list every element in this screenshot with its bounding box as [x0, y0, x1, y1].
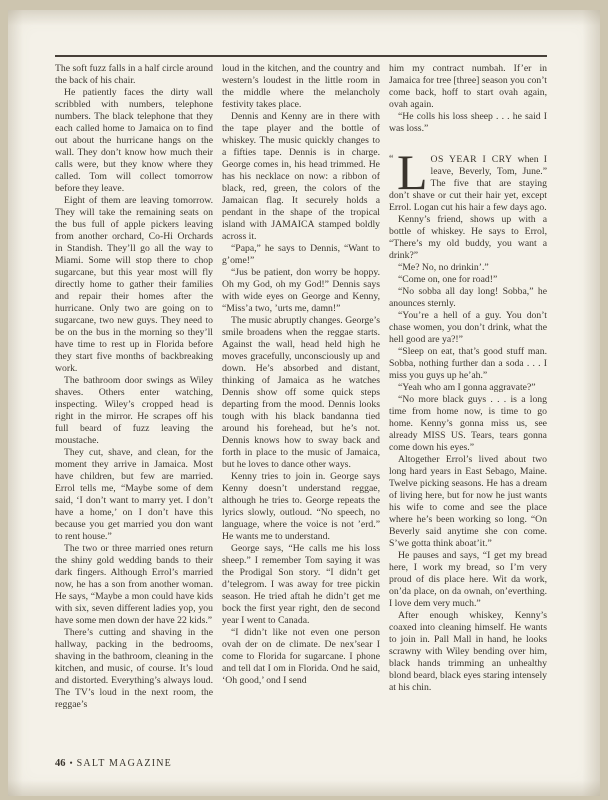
paragraph: “Me? No, no drinkin’.”	[398, 262, 489, 273]
dropcap-paragraph-text: when I leave, Beverly, Tom, June.” The five that are staying don’t shave or cut their hair yet, except Errol. Logan cut his hair a few days ago.	[389, 154, 547, 213]
paragraph: The two or three married ones return the shiny gold wedding bands to their dark fingers. Although Errol’s married now, he has a son from another woman. He says, “Maybe a mon could have kids with six, seven different ladies yop, you have some men down der have 22 kids.”	[55, 543, 213, 626]
drop-cap	[389, 144, 428, 200]
text-column-1	[55, 63, 213, 747]
paragraph: loud in the kitchen, and the country and western’s loudest in the little room in the middle where the melancholy festivity takes place.	[222, 63, 380, 110]
paragraph: They cut, shave, and clean, for the moment they arrive in Jamaica. Most have children, but few are married. Errol tells me, “Maybe some of dem said, ‘I don’t want to marry yet. I don’t have a home,’ on I don’t have this because you get married you don want to rent house.”	[55, 447, 213, 542]
drop-cap-letter: L	[397, 144, 428, 200]
text-column-2	[222, 63, 380, 747]
paragraph: Dennis and Kenny are in there with the tape player and the bottle of whiskey. The music quickly changes to a fifties tape. Dennis is in charge. George comes in, his head trimmed. He has his necklace on now: a ribbon of black, red, green, the colors of the Jamaican flag. It securely holds a pendant in the shape of the tropical island with JAMAICA stamped boldly across it.	[222, 111, 380, 242]
paragraph: him my contract numbah. If’er in Jamaica for tree [three] season you con’t come back, hoff to start ovah again, ovah again.	[389, 63, 547, 110]
footer-separator: •	[69, 758, 73, 768]
paragraph: “No more black guys . . . is a long time from home now, is time to go home. Kenny’s gonna miss us, see already MISS US. Tears, tears gonna come down his eyes.”	[389, 394, 547, 453]
paragraph: He patiently faces the dirty wall scribbled with numbers, telephone numbers. The black telephone that they each called home to Jamaica on to find out about the hurricane hangs on the wall. They don’t know how much their calls were, but they know where they called. Tom will collect tomorrow before they leave.	[55, 87, 213, 194]
paragraph: He pauses and says, “I get my bread here, I work my bread, so I’m very proud of dis place here. Wit da work, on’da place, on da ownah, on’everthing. I love dem very much.”	[389, 550, 547, 609]
open-quote: “	[389, 154, 394, 165]
paragraph: “You’re a hell of a guy. You don’t chase women, you don’t drink, what the hell good are ya?!”	[389, 310, 547, 345]
paragraph: “No sobba all day long! Sobba,” he anounces sternly.	[389, 286, 547, 309]
paragraph: Kenny tries to join in. George says Kenny doesn’t understand reggae, although he tries to. George repeats the lyrics slowly, outloud. “No speech, no language, where the voice is not ’erd.” He wants me to understand.	[222, 471, 380, 542]
paragraph: Altogether Errol’s lived about two long hard years in East Sebago, Maine. Twelve picking seasons. He has a dream of living here, but for now he just wants his wife to come and see the place where he’s been working so long. “On Beverly said anytime she con come. S’we gotta think aboat’it.”	[389, 454, 547, 549]
paragraph: The bathroom door swings as Wiley shaves. Others enter watching, inspecting. Wiley’s cropped head is right in the mirror. He scrapes off his full beard of fuzz leaving the moustache.	[55, 375, 213, 446]
magazine-name: SALT MAGAZINE	[76, 758, 172, 769]
paragraph: “Yeah who am I gonna aggravate?”	[398, 382, 536, 393]
paragraph: “I didn’t like not even one person ovah der on de climate. De nex’sear I come to Florida for sugarcane. I phone and tell dat I om in Florida. Ond he said, ‘Oh good,’ ond I send	[222, 627, 380, 686]
paragraph: The soft fuzz falls in a half circle around the back of his chair.	[55, 63, 213, 86]
paragraph: There’s cutting and shaving in the hallway, packing in the bedrooms, shaving in the bathroom, cleaning in the kitchen, and music, of course. It’s loud and distorted. Everything’s always loud. The TV’s loud in the next room, the reggae’s	[55, 627, 213, 710]
text-column-3	[389, 63, 547, 747]
paragraph: “Sleep on eat, that’s good stuff man. Sobba, nothing further dan a soda . . . I miss you guys up he’ah.”	[389, 346, 547, 381]
paragraph: “Papa,” he says to Dennis, “Want to g’ome!”	[222, 243, 380, 266]
page-footer	[55, 758, 172, 769]
paragraph: Kenny’s friend, shows up with a bottle of whiskey. He says to Errol, “There’s my old buddy, you want a drink?”	[389, 214, 547, 261]
paragraph: “Come on, one for road!”	[398, 274, 498, 285]
top-rule	[55, 55, 547, 57]
paragraph: After enough whiskey, Kenny’s coaxed into cleaning himself. He wants to join in. Pall Mall in hand, he looks scrawny with Wiley bending over him, black hands trimming an unhealthy blond beard, black eyes staring intensely at his chin.	[389, 610, 547, 693]
paragraph: George says, “He calls me his loss sheep.” I remember Tom saying it was the Prodigal Son story. “I didn’t get d’telegrom. I was away for tree pickin season. He tried aftah he didn’t get me bock the first year right, den de second year I went to Canada.	[222, 543, 380, 626]
page-number: 46	[55, 758, 66, 769]
lead-caps-text: OS YEAR I CRY	[430, 154, 513, 165]
paragraph: Eight of them are leaving tomorrow. They will take the remaining seats on the bus full of apple pickers leaving from another orchard, Co-Hi Orchards in Standish. They’ll go all the way to Miami. Some will stop there to chop sugarcane, but this year most will fly directly home to gather their families and repair their homes after the hurricane. Only two are going on to sugarcane, two new guys. They need to be on the bus in the morning so they’ll have time to rest up in Florida before they start five months of backbreaking work.	[55, 195, 213, 374]
magazine-page	[8, 10, 600, 796]
paragraph: “Jus be patient, don worry be hoppy. Oh my God, oh my God!” Dennis says with wide eyes on George and Kenny, “Miss’a two, ’urts me, damn!”	[222, 267, 380, 314]
paragraph: “He colls his loss sheep . . . he said I was loss.”	[389, 111, 547, 134]
paragraph: The music abruptly changes. George’s smile broadens when the reggae starts. Against the wall, head held high he moves gracefully, unconsciously up and down. He’s absorbed and distant, thinking of Jamaica as he watches Dennis show off some quick steps departing from the mood. Dennis looks tough with his black bandanna tied around his forehead, but he’s not. Dennis knows how to sway back and forth in place to the music of Jamaica, but he loves to dance other ways.	[222, 315, 380, 470]
dropcap-paragraph	[389, 144, 547, 214]
